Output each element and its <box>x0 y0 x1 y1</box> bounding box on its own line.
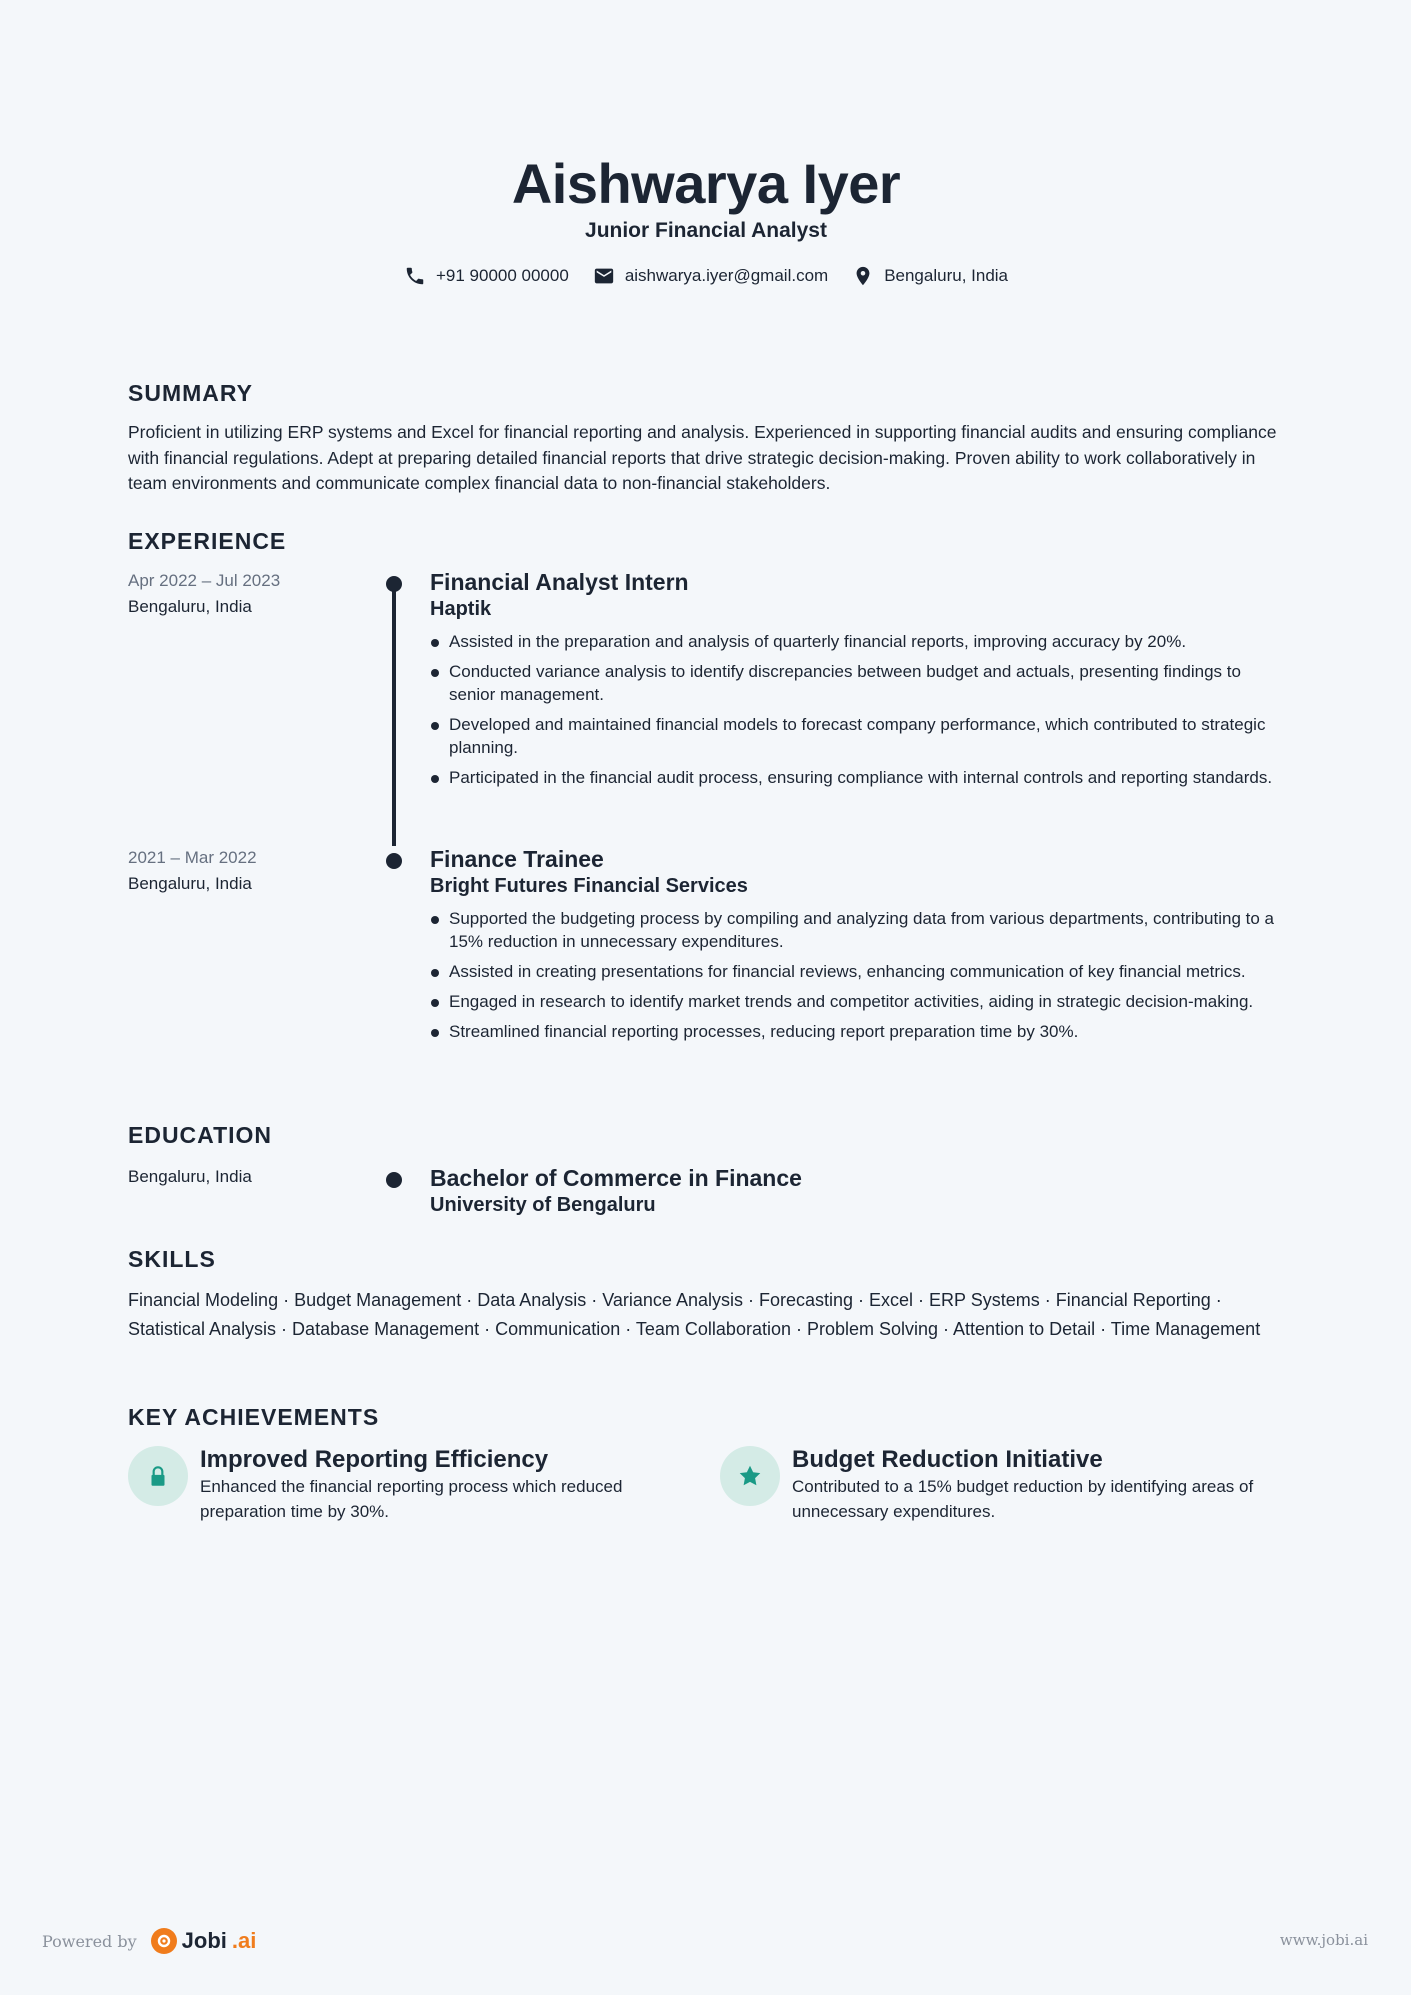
lock-icon <box>145 1463 171 1489</box>
footer-powered-by <box>42 1928 256 1954</box>
bullet-item: Engaged in research to identify market trends and competitor activities, aiding in strategic decision-making. <box>430 990 1290 1013</box>
contact-row <box>128 265 1284 287</box>
achievements-heading: KEY ACHIEVEMENTS <box>128 1404 380 1430</box>
jobi-logo[interactable] <box>151 1928 257 1954</box>
entry-meta <box>128 568 388 620</box>
contact-email <box>593 265 828 287</box>
contact-phone <box>404 265 569 287</box>
entry-location: Bengaluru, India <box>128 874 252 893</box>
bullet-item: Assisted in the preparation and analysis of quarterly financial reports, improving accuracy by 20%. <box>430 630 1290 653</box>
candidate-name: Aishwarya Iyer <box>511 152 901 215</box>
phone-icon <box>404 265 426 287</box>
entry-body <box>430 568 1290 796</box>
entry-location: Bengaluru, India <box>128 1167 252 1186</box>
entry-body <box>430 1164 1290 1218</box>
achievement-content <box>200 1446 688 1524</box>
bullet-item: Assisted in creating presentations for financial reviews, enhancing communication of key financial metrics. <box>430 960 1290 983</box>
mail-icon <box>593 265 615 287</box>
footer-url[interactable]: www.jobi.ai <box>1279 1931 1368 1949</box>
school-name: University of Bengaluru <box>430 1194 656 1216</box>
bullet-item: Participated in the financial audit process, ensuring compliance with internal controls and reporting standards. <box>430 766 1290 789</box>
achievement-desc: Enhanced the financial reporting process which reduced preparation time by 30%. <box>200 1477 623 1521</box>
phone-text: +91 90000 00000 <box>435 266 569 286</box>
achievement-title: Improved Reporting Efficiency <box>200 1446 549 1473</box>
experience-heading: EXPERIENCE <box>128 528 287 554</box>
bullet-item: Supported the budgeting process by compiling and analyzing data from various departments, contributing to a 15% reduction in unnecessary expenditures. <box>430 907 1290 953</box>
degree-title: Bachelor of Commerce in Finance <box>430 1165 802 1191</box>
resume-header <box>128 150 1284 287</box>
achievement-content <box>792 1446 1280 1524</box>
entry-meta <box>128 1164 388 1190</box>
bullet-item: Streamlined financial reporting processes, reducing report preparation time by 30%. <box>430 1020 1290 1043</box>
timeline-dot <box>386 576 402 592</box>
logo-text: Jobi <box>181 1928 227 1953</box>
timeline-line <box>392 584 396 846</box>
achievement-desc: Contributed to a 15% budget reduction by identifying areas of unnecessary expenditures. <box>792 1477 1254 1521</box>
summary-text: Proficient in utilizing ERP systems and Excel for financial reporting and analysis. Experienced in supporting financial audits and ensuring compliance with financial regulations. Adept at preparing detailed financial reports that drive strategic decision-making. Proven ability to work collaboratively in team environments and communicate complex financial data to non-financial stakeholders. <box>128 422 1277 493</box>
achievement-card <box>720 1446 1280 1524</box>
location-pin-icon <box>852 265 874 287</box>
skills-text: Financial Modeling · Budget Management · Data Analysis · Variance Analysis · Forecasting · Excel · ERP Systems · Financial Reporting · Statistical Analysis · Database Management · Communication · Team Collaboration · Problem Solving · Attention to Detail · Time Management <box>128 1290 1261 1339</box>
bullet-list <box>430 907 1290 1043</box>
entry-body <box>430 845 1290 1050</box>
star-icon <box>737 1463 763 1489</box>
achievement-card <box>128 1446 688 1524</box>
skills-heading: SKILLS <box>128 1246 216 1272</box>
bullet-item: Conducted variance analysis to identify discrepancies between budget and actuals, presenting findings to senior management. <box>430 660 1290 706</box>
company-name: Haptik <box>430 598 492 620</box>
summary-heading: SUMMARY <box>128 380 253 406</box>
education-heading: EDUCATION <box>128 1122 273 1148</box>
bullet-item: Developed and maintained financial models to forecast company performance, which contributed to strategic planning. <box>430 713 1290 759</box>
bullet-list <box>430 630 1290 789</box>
candidate-role: Junior Financial Analyst <box>585 219 827 243</box>
location-text: Bengaluru, India <box>884 266 1009 286</box>
logo-suffix: .ai <box>231 1928 257 1953</box>
achievement-title: Budget Reduction Initiative <box>792 1446 1103 1473</box>
achievement-icon-badge <box>720 1446 780 1506</box>
powered-by-text: Powered by <box>42 1931 137 1951</box>
contact-location <box>852 265 1008 287</box>
entry-date: Apr 2022 – Jul 2023 <box>128 571 281 590</box>
jobi-logo-icon <box>151 1928 177 1954</box>
job-title: Financial Analyst Intern <box>430 569 689 595</box>
achievement-icon-badge <box>128 1446 188 1506</box>
job-title: Finance Trainee <box>430 846 604 872</box>
email-link[interactable]: aishwarya.iyer@gmail.com <box>624 266 829 286</box>
timeline-dot <box>386 853 402 869</box>
entry-date: 2021 – Mar 2022 <box>128 848 257 867</box>
entry-meta <box>128 845 388 897</box>
timeline-dot <box>386 1172 402 1188</box>
entry-location: Bengaluru, India <box>128 597 252 616</box>
company-name: Bright Futures Financial Services <box>430 875 748 897</box>
